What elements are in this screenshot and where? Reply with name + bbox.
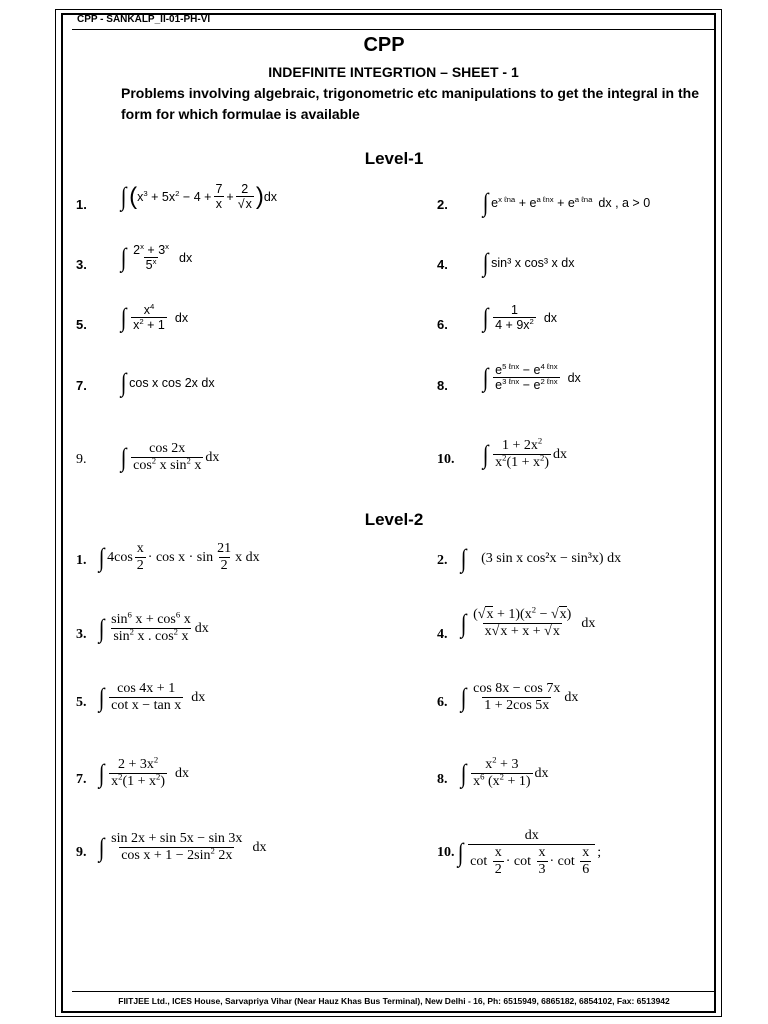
document-code: CPP - SANKALP_II-01-PH-VI (77, 14, 211, 25)
l1-q6-number: 6. (437, 317, 448, 332)
l1-q9-expression: ∫ $\frac{\cos 2x}{\cos^2 x \sin^2 x}$ dx (120, 441, 220, 474)
l2-q7-expression: ∫ $\frac{2 + 3x^2}{x^2(1 + x^2)}$ dx (98, 754, 190, 790)
l1-q1-number: 1. (76, 197, 87, 212)
l1-q7-expression: ∫ cos x cos 2x dx (120, 368, 215, 397)
level-2-heading: Level-2 (364, 510, 424, 529)
footer-divider (72, 991, 715, 992)
l1-q3-expression: ∫ $\frac{2^x + 3^x}{5^x}$ dx (120, 241, 193, 273)
l2-q9-number: 9. (76, 845, 87, 860)
l2-q5-number: 5. (76, 695, 87, 710)
l2-q9-expression: ∫ $\frac{\sin 2x + \sin 5x - \sin 3x}{\cos x + 1 - 2\sin^2 2x}$ dx (98, 831, 267, 864)
l1-q2-number: 2. (437, 197, 448, 212)
l2-q6-number: 6. (437, 695, 448, 710)
l1-q8-expression: ∫ $\frac{e^{5 \ell nx} - e^{4 \ell nx}}{e^{3 \ell nx} - e^{2 \ell nx}}$ dx (482, 361, 581, 393)
l2-q1-expression: ∫ 4cos $\frac{x}{2}$ · cos x · sin $\frac{21}{2}$ x dx (98, 541, 260, 574)
l1-q5-expression: ∫ $\frac{x^4}{x^2 + 1}$ dx (120, 301, 189, 333)
l2-q4-expression: ∫ $\frac{(√x + 1)(x^2 - √x)}{x√x + x + √x}$ dx (460, 604, 596, 640)
l2-q10-number: 10. (437, 845, 455, 860)
l2-q8-expression: ∫ $\frac{x^2 + 3}{x^6 (x^2 + 1)}$ dx (460, 754, 549, 790)
l1-q4-expression: ∫ sin³ x cos³ x dx (482, 248, 575, 277)
l2-q8-number: 8. (437, 772, 448, 787)
level-1-heading: Level-1 (364, 149, 424, 168)
sheet-description: Problems involving algebraic, trigonometric etc manipulations to get the integral in the form for which formulae is available (121, 85, 699, 122)
l2-q2-expression: ∫ (3 sin x cos²x − sin³x) dx (460, 544, 622, 573)
l2-q2-number: 2. (437, 553, 448, 568)
page-title: CPP (363, 34, 405, 56)
header-divider (72, 29, 715, 30)
l2-q4-number: 4. (437, 627, 448, 642)
l1-q8-number: 8. (437, 378, 448, 393)
l1-q10-number: 10. (437, 452, 455, 467)
footer-address: FIITJEE Ltd., ICES House, Sarvapriya Vihar (Near Hauz Khas Bus Terminal), New Delhi - 16, Ph: 6515949, 6865182, 6854102, Fax: 6513942 (118, 996, 670, 1006)
l1-q10-expression: ∫ $\frac{1 + 2x^2}{x^2(1 + x^2)}$ dx (482, 435, 568, 471)
l2-q1-number: 1. (76, 553, 87, 568)
l1-q6-expression: ∫ $\frac{1}{4 + 9x^2}$ dx (482, 302, 558, 333)
l2-q3-expression: ∫ $\frac{\sin^6 x + \cos^6 x}{\sin^2 x . \cos^2 x}$ dx (98, 609, 209, 645)
l2-q6-expression: ∫ $\frac{\cos 8x - \cos 7x}{1 + 2\cos 5x}$ dx (460, 681, 579, 714)
sheet-title: INDEFINITE INTEGRTION – SHEET - 1 (268, 64, 519, 80)
l2-q7-number: 7. (76, 772, 87, 787)
l2-q3-number: 3. (76, 627, 87, 642)
l2-q5-expression: ∫ $\frac{\cos 4x + 1}{\text{cot x − tan x}}$ dx (98, 681, 206, 714)
l1-q5-number: 5. (76, 317, 87, 332)
l1-q4-number: 4. (437, 257, 448, 272)
l2-q10-expression: ∫ dx cot $\frac{x}{2}$ · cot $\frac{x}{3}$ · cot $\frac{x}{6}$ ; (457, 828, 602, 878)
l1-q1-expression: ∫ ( $x^3 + 5x^2 - 4$ + $\frac{7}{x}$ + $\frac{2}{√x}$ ) dx (120, 181, 278, 212)
l1-q3-number: 3. (76, 257, 87, 272)
l1-q2-expression: ∫ $e^{x \ell na} + e^{a \ell nx} + e^{a \ell na}$ dx , a > 0 (482, 188, 651, 217)
l1-q9-number: 9. (76, 452, 87, 467)
l1-q7-number: 7. (76, 378, 87, 393)
